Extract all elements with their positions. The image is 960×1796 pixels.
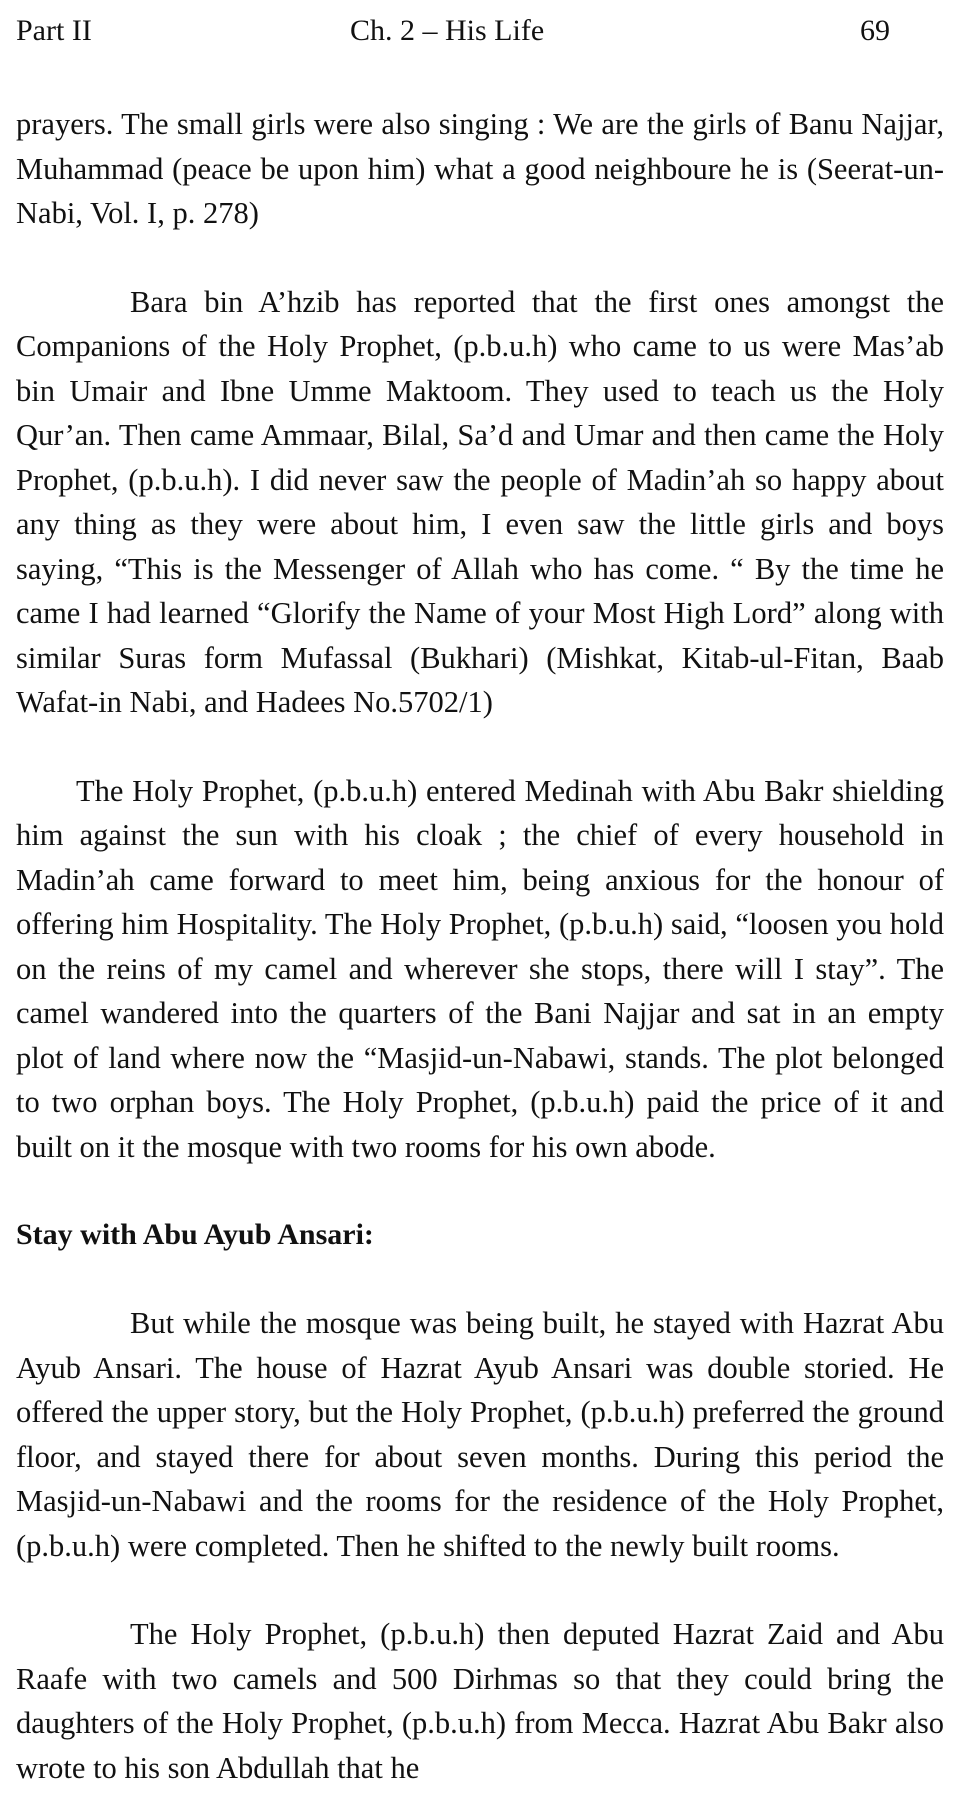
running-header (16, 14, 944, 58)
chapter-title: Ch. 2 – His Life (350, 14, 545, 47)
paragraph-continued: prayers. The small girls were also singing : We are the girls of Banu Najjar, Muhammad (peace be upon him) what a good neighboure he is (Seerat-un-Nabi, Vol. I, p. 278) (16, 107, 944, 230)
paragraph-bara-bin-azib-report: Bara bin A’hzib has reported that the first ones amongst the Companions of the Holy Prophet, (p.b.u.h) who came to us were Mas’ab bin Umair and Ibne Umme Maktoom. They used to teach us the Holy Qur’an. Then came Ammaar, Bilal, Sa’d and Umar and then came the Holy Prophet, (p.b.u.h). I did never saw the people of Madin’ah so happy about any thing as they were about him, I even saw the little girls and boys saying, “This is the Messenger of Allah who has come. “ By the time he came I had learned “Glorify the Name of your Most High Lord” along with similar Suras form Mufassal (Bukhari) (Mishkat, Kitab-ul-Fitan, Baab Wafat-in Nabi, and Hadees No.5702/1) (16, 284, 944, 719)
part-label: Part II (16, 14, 92, 47)
paragraph-spacer (16, 236, 944, 280)
paragraph-spacer (16, 1568, 944, 1612)
paragraph-stay-with-abu-ayub: But while the mosque was being built, he stayed with Hazrat Abu Ayub Ansari. The house of Hazrat Ayub Ansari was double storied. He offered the upper story, but the Holy Prophet, (p.b.u.h) preferred the ground floor, and stayed there for about seven months. During this period the Masjid-un-Nabawi and the rooms for the residence of the Holy Prophet, (p.b.u.h) were completed. Then he shifted to the newly built rooms. (16, 1306, 944, 1563)
paragraph-entry-into-medinah: The Holy Prophet, (p.b.u.h) entered Medinah with Abu Bakr shielding him against the sun with his cloak ; the chief of every household in Madin’ah came forward to meet him, being anxious for the honour of offering him Hospitality. The Holy Prophet, (p.b.u.h) said, “loosen you hold on the reins of my camel and wherever she stops, there will I stay”. The camel wandered into the quarters of the Bani Najjar and sat in an empty plot of land where now the “Masjid-un-Nabawi, stands. The plot belonged to two orphan boys. The Holy Prophet, (p.b.u.h) paid the price of it and built on it the mosque with two rooms for his own abode. (16, 773, 944, 1164)
paragraph-spacer (16, 725, 944, 769)
section-heading: Stay with Abu Ayub Ansari: (16, 1218, 374, 1251)
paragraph-spacer (16, 1257, 944, 1301)
paragraph-spacer (16, 1169, 944, 1213)
body-text (16, 102, 944, 1790)
paragraph-deputation-to-mecca: The Holy Prophet, (p.b.u.h) then deputed Hazrat Zaid and Abu Raafe with two camels and 500 Dirhmas so that they could bring the daughters of the Holy Prophet, (p.b.u.h) from Mecca. Hazrat Abu Bakr also wrote to his son Abdullah that he (16, 1617, 944, 1785)
page-number: 69 (860, 14, 890, 47)
